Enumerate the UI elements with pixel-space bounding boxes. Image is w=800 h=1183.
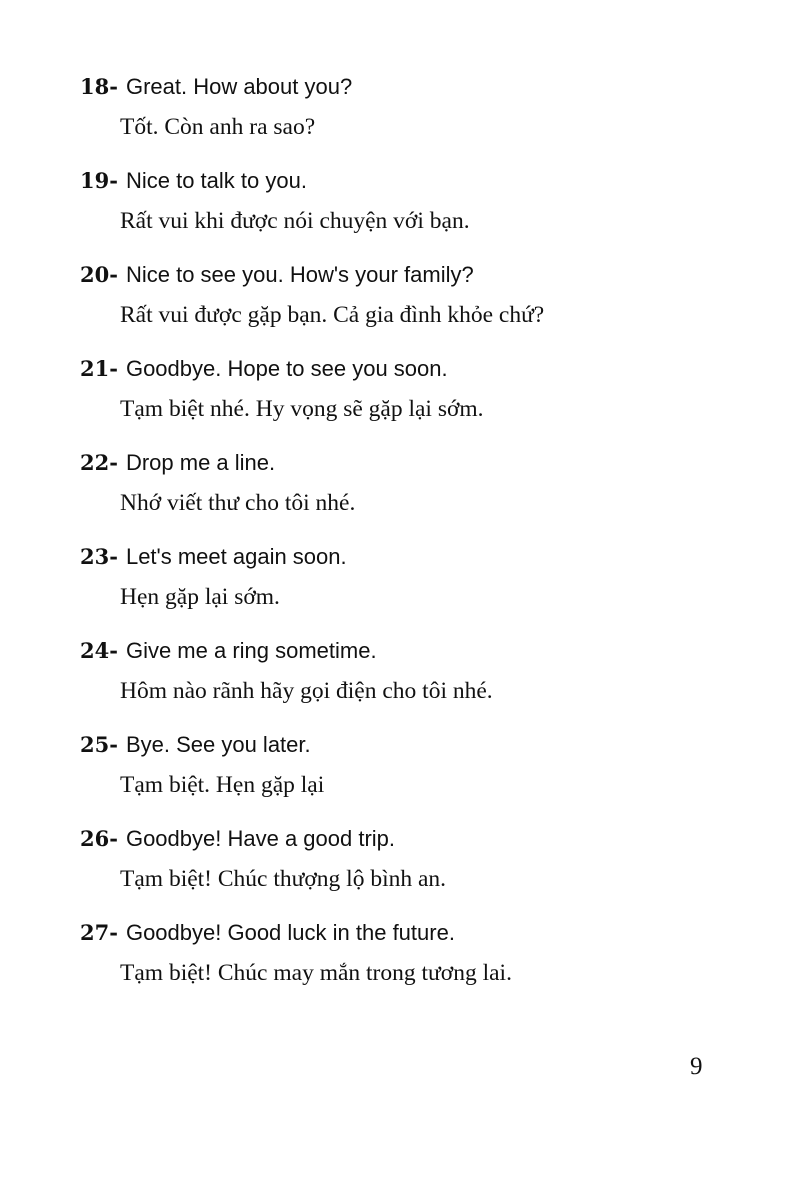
entry-number: 25- [80,732,118,757]
english-phrase: Great. How about you? [125,74,353,99]
vietnamese-translation: Hôm nào rãnh hãy gọi điện cho tôi nhé. [120,678,493,704]
vietnamese-translation: Rất vui được gặp bạn. Cả gia đình khỏe chứ? [120,302,545,328]
english-phrase: Nice to talk to you. [125,168,307,193]
entry-number: 20- [80,262,118,287]
entry-number: 21- [80,356,118,381]
phrase-entry [80,258,740,352]
entry-number: 23- [80,544,118,569]
vietnamese-translation: Tạm biệt nhé. Hy vọng sẽ gặp lại sớm. [120,396,484,422]
vietnamese-translation: Tạm biệt. Hẹn gặp lại [120,772,325,798]
english-phrase: Goodbye. Hope to see you soon. [125,356,448,381]
vietnamese-translation: Nhớ viết thư cho tôi nhé. [120,490,356,516]
phrase-entry [80,70,740,164]
entry-number: 27- [80,920,118,945]
english-phrase: Let's meet again soon. [125,544,347,569]
phrase-entry [80,634,740,728]
entry-number: 26- [80,826,118,851]
english-phrase: Give me a ring sometime. [125,638,377,663]
english-phrase: Goodbye! Good luck in the future. [125,920,455,945]
phrase-entry [80,728,740,822]
phrase-entry [80,916,740,1010]
phrase-entry [80,446,740,540]
english-phrase: Drop me a line. [125,450,276,475]
vietnamese-translation: Tạm biệt! Chúc thượng lộ bình an. [120,866,447,892]
vietnamese-translation: Hẹn gặp lại sớm. [120,584,280,610]
vietnamese-translation: Rất vui khi được nói chuyện với bạn. [120,208,470,234]
phrase-entry [80,540,740,634]
english-phrase: Nice to see you. How's your family? [125,262,474,287]
vietnamese-translation: Tạm biệt! Chúc may mắn trong tương lai. [120,960,512,986]
phrase-list [80,70,740,1010]
english-phrase: Goodbye! Have a good trip. [125,826,396,851]
phrase-entry [80,352,740,446]
entry-number: 24- [80,638,118,663]
phrase-entry [80,822,740,916]
entry-number: 22- [80,450,118,475]
vietnamese-translation: Tốt. Còn anh ra sao? [120,114,316,140]
page-number: 9 [690,1053,703,1080]
english-phrase: Bye. See you later. [125,732,311,757]
phrase-entry [80,164,740,258]
entry-number: 19- [80,168,118,193]
entry-number: 18- [80,74,118,99]
